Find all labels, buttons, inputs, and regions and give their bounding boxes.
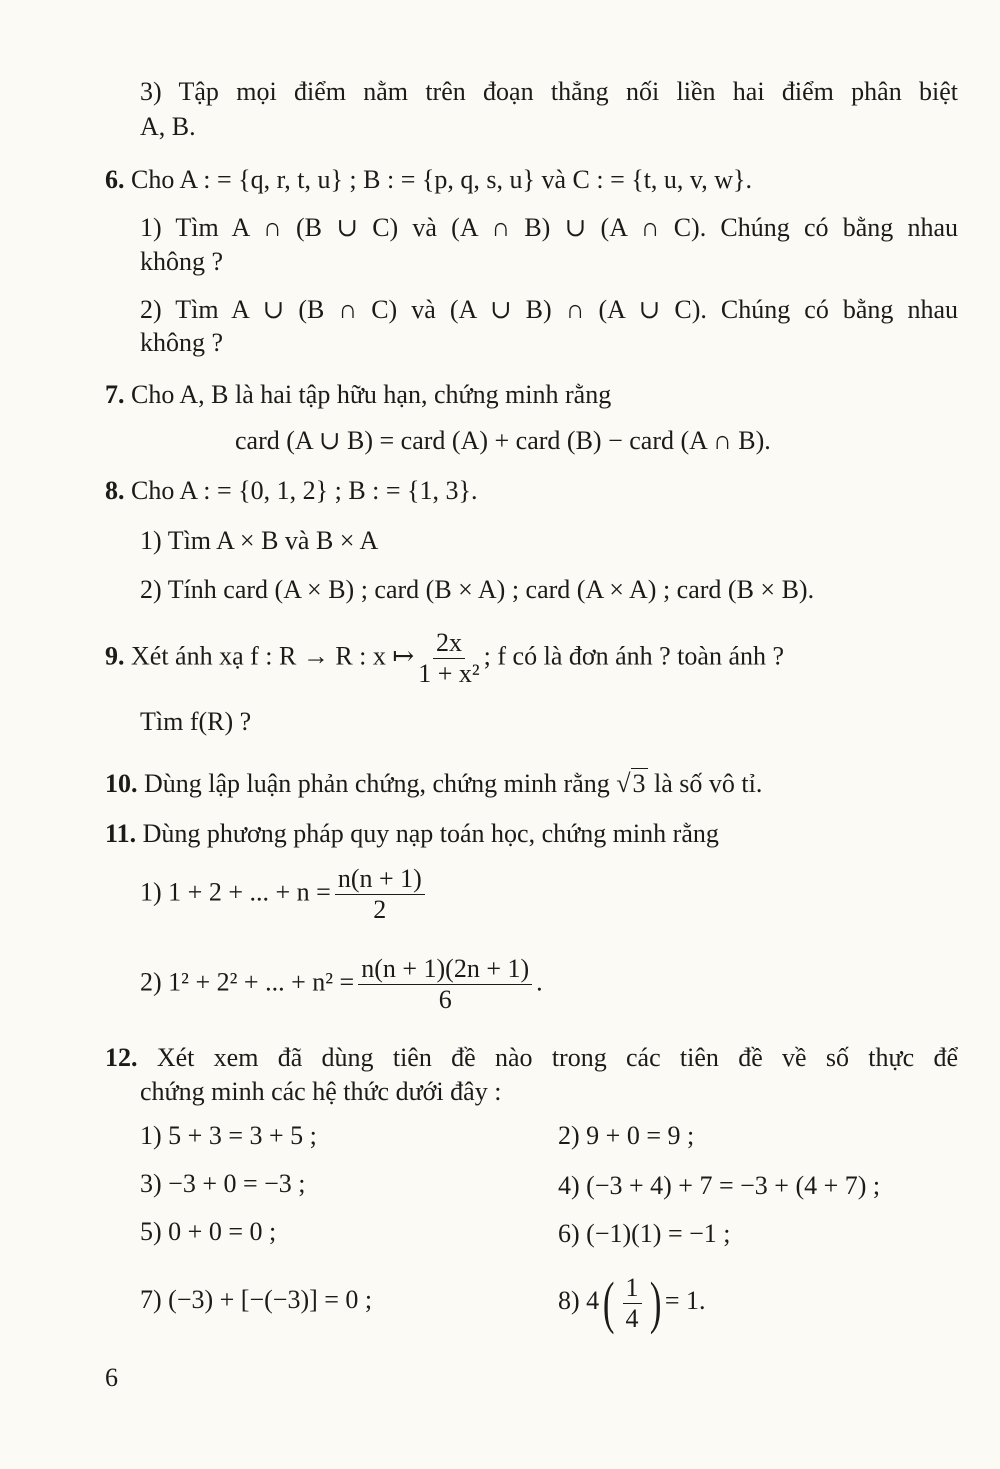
radicand: 3 (632, 769, 646, 798)
exercise-12-item-7: 7) (−3) + [−(−3)] = 0 ; (140, 1285, 373, 1314)
exercise-number: 11. (105, 819, 137, 848)
numerator: 1 (623, 1273, 642, 1304)
exercise-8 (105, 475, 478, 507)
exercise-number: 8. (105, 476, 125, 505)
exercise-10 (105, 768, 762, 800)
fraction (623, 1273, 642, 1334)
numerator: 2x (433, 628, 465, 659)
exercise-text: Xét ánh xạ f : R → R : x ↦ (131, 641, 415, 671)
coefficient: 8) 4 (558, 1286, 600, 1315)
exercise-number: 6. (105, 165, 125, 194)
exercise-text: Cho A, B là hai tập hữu hạn, chứng minh rằng (131, 380, 612, 409)
exercise-number: 10. (105, 769, 138, 798)
page-number: 6 (105, 1363, 118, 1392)
exercise-12 (105, 1042, 958, 1074)
exercise-8-part-2: 2) Tính card (A × B) ; card (B × A) ; card (A × A) ; card (B × B). (140, 575, 815, 604)
exercise-6-part-2: 2) Tìm A ∪ (B ∩ C) và (A ∪ B) ∩ (A ∪ C). Chúng có bằng nhau (140, 295, 958, 324)
exercise-11-part-1 (140, 864, 429, 925)
exercise-text: Dùng phương pháp quy nạp toán học, chứng minh rằng (142, 819, 719, 848)
lhs: 2) 1² + 2² + ... + n² = (140, 967, 355, 997)
fraction (335, 864, 425, 925)
denominator: 4 (625, 1303, 639, 1333)
exercise-12-item-5: 5) 0 + 0 = 0 ; (140, 1217, 277, 1246)
exercise-text: Dùng lập luận phản chứng, chứng minh rằng (144, 769, 610, 798)
period: . (536, 967, 543, 997)
exercise-9-line-2: Tìm f(R) ? (140, 707, 252, 736)
exercise-6-part-1-cont: không ? (140, 247, 224, 276)
exercise-12-cont: chứng minh các hệ thức dưới đây : (140, 1077, 502, 1106)
exercise-5-item-3: 3) Tập mọi điểm nằm trên đoạn thẳng nối liền hai điểm phân biệt (140, 77, 958, 106)
exercise-9 (105, 628, 784, 689)
exercise-6-part-2-cont: không ? (140, 328, 224, 357)
exercise-7-formula: card (A ∪ B) = card (A) + card (B) − card (A ∩ B). (235, 426, 771, 455)
sqrt-symbol: √ (616, 769, 631, 798)
exercise-11 (105, 818, 719, 850)
exercise-text: Cho A : = {0, 1, 2} ; B : = {1, 3}. (131, 476, 478, 505)
exercise-text-end: là số vô tỉ. (654, 769, 763, 798)
denominator: 6 (438, 985, 452, 1014)
denominator: 2 (373, 895, 387, 924)
exercise-12-item-6: 6) (−1)(1) = −1 ; (558, 1219, 731, 1248)
exercise-12-item-2: 2) 9 + 0 = 9 ; (558, 1121, 695, 1150)
exercise-12-item-4: 4) (−3 + 4) + 7 = −3 + (4 + 7) ; (558, 1171, 881, 1200)
exercise-number: 12. (105, 1043, 138, 1072)
exercise-5-item-3-cont: A, B. (140, 112, 196, 141)
lhs: 1) 1 + 2 + ... + n = (140, 877, 331, 907)
exercise-7 (105, 379, 611, 411)
numerator: n(n + 1) (335, 864, 425, 895)
exercise-text-end: ; f có là đơn ánh ? toàn ánh ? (483, 641, 785, 671)
exercise-number: 7. (105, 380, 125, 409)
rhs: = 1. (664, 1286, 706, 1315)
denominator: 1 + x² (418, 659, 480, 688)
exercise-11-part-2 (140, 954, 543, 1015)
exercise-number: 9. (105, 641, 125, 671)
numerator: n(n + 1)(2n + 1) (358, 954, 532, 985)
exercise-text: Cho A : = {q, r, t, u} ; B : = {p, q, s, u} và C : = {t, u, v, w}. (131, 165, 753, 194)
exercise-12-item-8: 8) 4( $\frac{1}{4}$ ) = 1. (558, 1270, 706, 1336)
exercise-12-item-3: 3) −3 + 0 = −3 ; (140, 1169, 306, 1198)
exercise-12-item-1: 1) 5 + 3 = 3 + 5 ; (140, 1121, 317, 1150)
exercise-6-part-1: 1) Tìm A ∩ (B ∪ C) và (A ∩ B) ∪ (A ∩ C). Chúng có bằng nhau (140, 213, 958, 242)
exercise-6 (105, 164, 752, 196)
exercise-text: Xét xem đã dùng tiên đề nào trong các tiên đề về số thực để (156, 1043, 959, 1072)
fraction (358, 954, 532, 1015)
exercise-8-part-1: 1) Tìm A × B và B × A (140, 526, 379, 555)
fraction (418, 628, 479, 689)
